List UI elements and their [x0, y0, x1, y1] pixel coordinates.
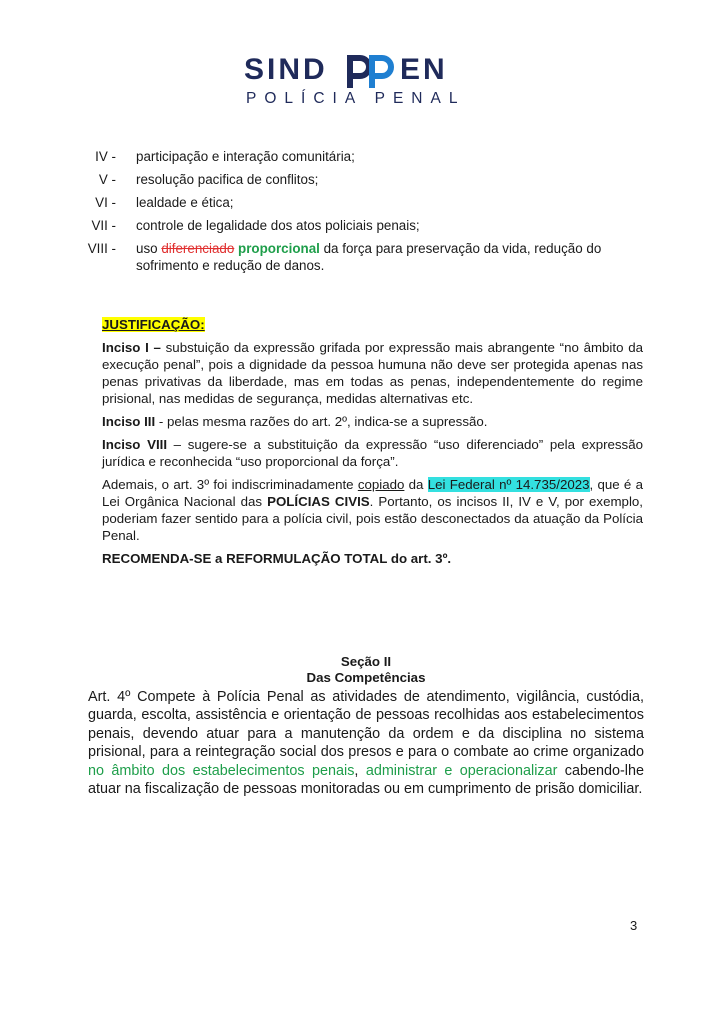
article-4: [88, 688, 644, 798]
section-heading: [88, 654, 644, 686]
justificacao-heading: JUSTIFICAÇÃO:: [102, 317, 205, 332]
logo-pp-mark: [350, 58, 391, 88]
item-number: V -: [98, 172, 116, 187]
paragraph-inciso-i: [102, 339, 643, 407]
added-word: proporcional: [238, 241, 320, 256]
article-text: ,: [354, 762, 366, 779]
item-text: participação e interação comunitária;: [136, 149, 355, 164]
text-before: uso: [136, 241, 158, 256]
item-number: VI -: [95, 195, 116, 210]
paragraph-ademais: [102, 476, 643, 544]
section-subtitle: Das Competências: [306, 670, 426, 685]
item-text: lealdade e ética;: [136, 195, 234, 210]
list-item: [70, 148, 650, 165]
paragraph-text: - pelas mesma razões do art. 2º, indica-se a supressão.: [155, 414, 488, 429]
article-incisos-list: [70, 148, 650, 280]
paragraph-text: – sugere-se a substituição da expressão “uso diferenciado” pela expressão jurídica e reconhecida “uso proporcional da força”.: [102, 437, 643, 469]
paragraph-text: , que é a Lei Orgânica Nacional das: [102, 477, 643, 509]
justificacao-section: [102, 316, 643, 573]
paragraph-text: da: [404, 477, 428, 492]
item-text: controle de legalidade dos atos policiais penais;: [136, 218, 420, 233]
inciso-label: Inciso VIII: [102, 437, 168, 452]
paragraph-inciso-viii: [102, 436, 643, 470]
paragraph-text: substuição da expressão grifada por expressão mais abrangente “no âmbito da execução penal”, pois a dignidade da pessoa humuna não deve ser protegida apenas nas penas privativas da liberdade, mas em todas as penas, independentemente do regime prisional, nas medidas de segurança, medidas alternativas etc.: [102, 340, 643, 406]
list-item: [70, 171, 650, 188]
inciso-label: Inciso III: [102, 414, 156, 429]
item-number: VIII -: [87, 241, 116, 256]
green-insertion: no âmbito dos estabelecimentos penais: [88, 762, 355, 779]
justificacao-heading-line: [102, 316, 643, 333]
underlined-word: copiado: [357, 477, 405, 492]
list-item: [70, 194, 650, 211]
item-number: IV -: [95, 149, 116, 164]
green-insertion: administrar e operacionalizar: [365, 762, 558, 779]
logo-subtitle: POLÍCIA PENAL: [246, 90, 466, 107]
paragraph-inciso-iii: [102, 413, 643, 430]
struck-word: diferenciado: [161, 241, 235, 256]
paragraph-text: . Portanto, os incisos II, IV e V, por exemplo, poderiam fazer sentido para a polícia civil, pois estão desconectados da atuação da Polícia Penal.: [102, 494, 643, 543]
text-after: da força para preservação da vida, redução do sofrimento e redução de danos.: [136, 241, 602, 273]
article-text: Art. 4º Compete à Polícia Penal as atividades de atendimento, vigilância, custódia, guarda, escolta, assistência e orientação de pessoas recolhidas aos estabelecimentos penais, devendo atuar para a manutenção da ordem e da disciplina no sistema prisional, para a reintegração social dos presos e para o combate ao crime organizado: [88, 689, 644, 761]
item-text: resolução pacifica de conflitos;: [136, 172, 319, 187]
page-number: 3: [630, 918, 638, 933]
list-item: [70, 217, 650, 234]
item-text-amended: [136, 240, 636, 274]
recommendation: [102, 550, 643, 567]
sindppen-logo-graphic: [242, 50, 482, 110]
item-number: VII -: [91, 218, 116, 233]
article-text: cabendo-lhe atuar na fiscalização de pessoas monitoradas ou em cumprimento de prisão domiciliar.: [88, 762, 645, 798]
logo-text-right: EN: [400, 53, 448, 86]
highlighted-law: Lei Federal nº 14.735/2023: [427, 477, 590, 492]
paragraph-text: Ademais, o art. 3º foi indiscriminadamente: [102, 477, 358, 492]
list-item: [70, 240, 650, 274]
logo-text-left: SIND: [244, 53, 328, 86]
inciso-label: Inciso I –: [102, 340, 161, 355]
sindppen-logo: [0, 50, 724, 110]
section-title: Seção II: [340, 654, 392, 669]
recommendation-text: RECOMENDA-SE a REFORMULAÇÃO TOTAL do art. 3º.: [102, 551, 452, 566]
bold-text: POLÍCIAS CIVIS: [267, 494, 370, 509]
